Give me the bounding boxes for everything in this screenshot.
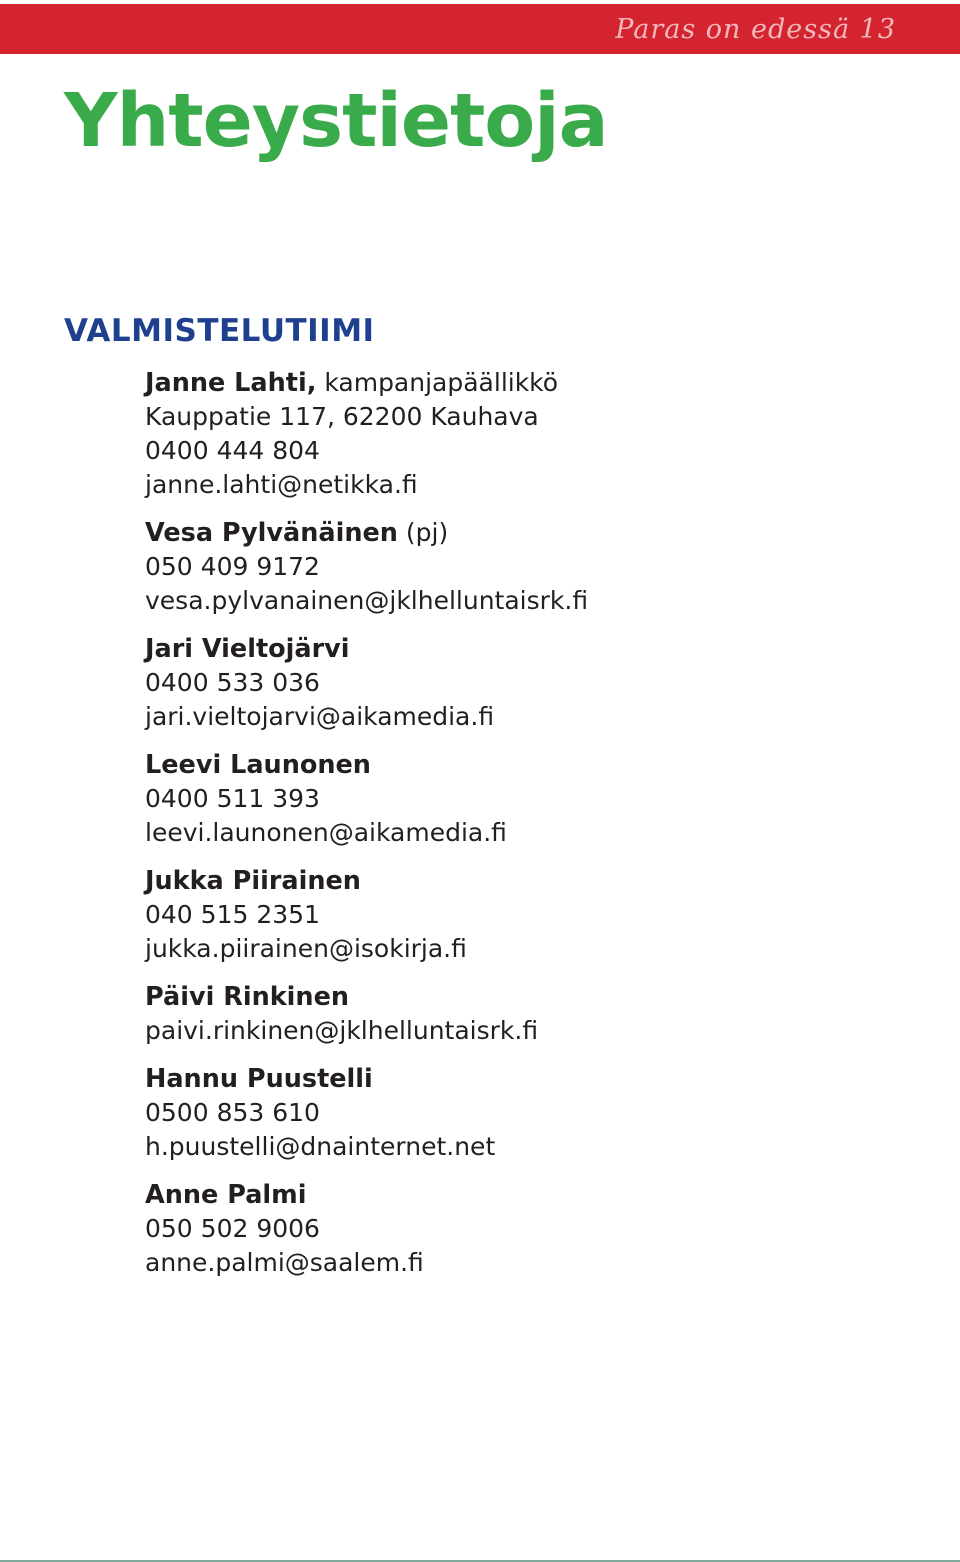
contact-phone: 0500 853 610: [145, 1098, 320, 1127]
contact-email: jari.vieltojarvi@aikamedia.fi: [145, 702, 495, 731]
contact-entry: [145, 864, 925, 966]
contact-email: h.puustelli@dnainternet.net: [145, 1132, 496, 1161]
contact-email: janne.lahti@netikka.fi: [145, 470, 418, 499]
contact-role: kampanjapäällikkö: [316, 368, 559, 397]
contact-name: Päivi Rinkinen: [145, 982, 350, 1012]
contact-name-line: [145, 864, 925, 898]
contact-name: Hannu Puustelli: [145, 1064, 373, 1094]
contact-name: Jukka Piirainen: [145, 866, 361, 896]
contact-phone: 040 515 2351: [145, 900, 320, 929]
section-heading: VALMISTELUTIIMI: [64, 313, 375, 349]
contact-phone: 050 502 9006: [145, 1214, 320, 1243]
contact-entry: [145, 632, 925, 734]
contact-name: Jari Vieltojärvi: [145, 634, 350, 664]
contact-role: (pj): [397, 518, 449, 547]
contact-name: Vesa Pylvänäinen: [145, 518, 398, 548]
contact-email: vesa.pylvanainen@jklhelluntaisrk.fi: [145, 586, 589, 615]
contact-entry: [145, 366, 925, 502]
contact-name-line: [145, 1178, 925, 1212]
contact-entry: [145, 516, 925, 618]
contact-email: anne.palmi@saalem.fi: [145, 1248, 424, 1277]
page-title: Yhteystietoja: [64, 78, 608, 164]
contact-phone: 0400 511 393: [145, 784, 320, 813]
contact-name-line: [145, 366, 925, 400]
contact-list: [145, 366, 925, 1294]
contact-name: Janne Lahti,: [145, 368, 317, 398]
contact-address: Kauppatie 117, 62200 Kauhava: [145, 402, 539, 431]
header-bar: [0, 4, 960, 54]
contact-name-line: [145, 748, 925, 782]
contact-entry: [145, 980, 925, 1048]
contact-email: jukka.piirainen@isokirja.fi: [145, 934, 467, 963]
contact-phone: 050 409 9172: [145, 552, 320, 581]
contact-name-line: [145, 1062, 925, 1096]
contact-entry: [145, 1062, 925, 1164]
contact-entry: [145, 748, 925, 850]
contact-entry: [145, 1178, 925, 1280]
contact-name: Leevi Launonen: [145, 750, 371, 780]
contact-name-line: [145, 632, 925, 666]
contact-email: leevi.launonen@aikamedia.fi: [145, 818, 507, 847]
contact-phone: 0400 444 804: [145, 436, 320, 465]
contact-phone: 0400 533 036: [145, 668, 320, 697]
running-header: Paras on edessä 13: [615, 14, 896, 45]
contact-name-line: [145, 980, 925, 1014]
contact-email: paivi.rinkinen@jklhelluntaisrk.fi: [145, 1016, 539, 1045]
contact-name-line: [145, 516, 925, 550]
contact-name: Anne Palmi: [145, 1180, 307, 1210]
